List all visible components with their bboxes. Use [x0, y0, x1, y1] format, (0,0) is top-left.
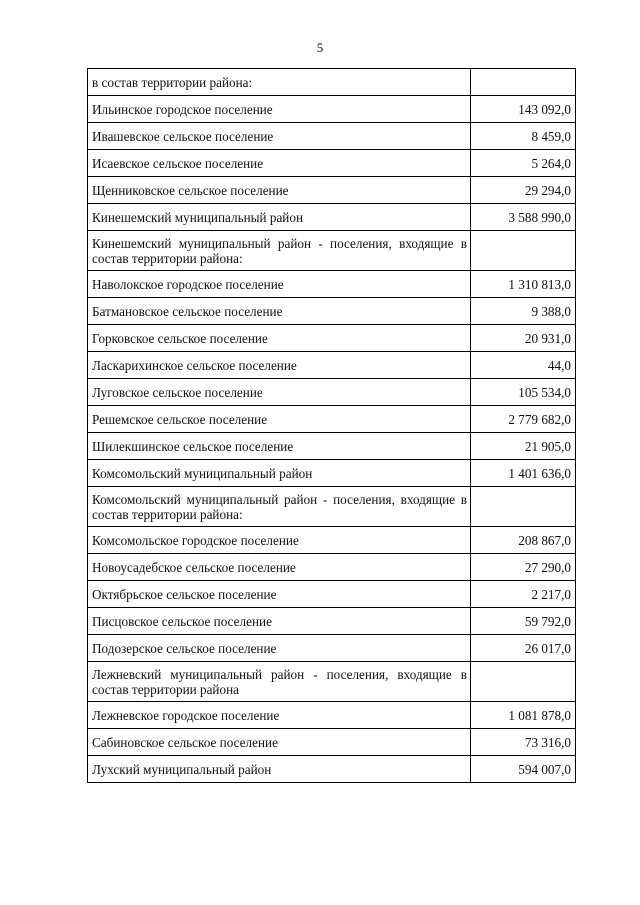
- table-row: [88, 298, 576, 325]
- table-row: [88, 729, 576, 756]
- row-name: Ивашевское сельское поселение: [88, 123, 471, 150]
- row-value: 9 388,0: [471, 298, 576, 325]
- table-row: [88, 406, 576, 433]
- row-name: Ласкарихинское сельское поселение: [88, 352, 471, 379]
- table-row: [88, 325, 576, 352]
- row-name: Октябрьское сельское поселение: [88, 581, 471, 608]
- row-name: Кинешемский муниципальный район: [88, 204, 471, 231]
- row-name: Подозерское сельское поселение: [88, 635, 471, 662]
- table-row: [88, 150, 576, 177]
- table-row: [88, 433, 576, 460]
- table-row: [88, 231, 576, 271]
- row-name: Лежневское городское поселение: [88, 702, 471, 729]
- row-value: 26 017,0: [471, 635, 576, 662]
- row-value: 20 931,0: [471, 325, 576, 352]
- row-value: 29 294,0: [471, 177, 576, 204]
- row-value: 143 092,0: [471, 96, 576, 123]
- table-row: [88, 69, 576, 96]
- row-name: Комсомольский муниципальный район - поселения, входящие в состав территории района:: [88, 487, 471, 527]
- row-value: 105 534,0: [471, 379, 576, 406]
- table-row: [88, 756, 576, 783]
- row-name: в состав территории района:: [88, 69, 471, 96]
- table-row: [88, 702, 576, 729]
- row-value: 208 867,0: [471, 527, 576, 554]
- row-value: [471, 662, 576, 702]
- row-name: Шилекшинское сельское поселение: [88, 433, 471, 460]
- table-row: [88, 379, 576, 406]
- row-value: 59 792,0: [471, 608, 576, 635]
- row-value: 5 264,0: [471, 150, 576, 177]
- table-row: [88, 662, 576, 702]
- row-name: Лежневский муниципальный район - поселения, входящие в состав территории района: [88, 662, 471, 702]
- row-value: 1 401 636,0: [471, 460, 576, 487]
- table-row: [88, 352, 576, 379]
- table-row: [88, 271, 576, 298]
- row-value: 3 588 990,0: [471, 204, 576, 231]
- row-name: Батмановское сельское поселение: [88, 298, 471, 325]
- table-row: [88, 527, 576, 554]
- row-name: Кинешемский муниципальный район - поселения, входящие в состав территории района:: [88, 231, 471, 271]
- row-name: Горковское сельское поселение: [88, 325, 471, 352]
- table-row: [88, 554, 576, 581]
- row-name: Лухский муниципальный район: [88, 756, 471, 783]
- table-row: [88, 204, 576, 231]
- table-row: [88, 123, 576, 150]
- row-name: Решемское сельское поселение: [88, 406, 471, 433]
- allocation-table: [87, 68, 576, 783]
- row-name: Наволокское городское поселение: [88, 271, 471, 298]
- page-number: 5: [316, 40, 324, 55]
- row-name: Комсомольское городское поселение: [88, 527, 471, 554]
- row-value: 8 459,0: [471, 123, 576, 150]
- row-name: Щенниковское сельское поселение: [88, 177, 471, 204]
- row-value: 1 081 878,0: [471, 702, 576, 729]
- row-name: Писцовское сельское поселение: [88, 608, 471, 635]
- table-row: [88, 487, 576, 527]
- table-row: [88, 608, 576, 635]
- row-name: Ильинское городское поселение: [88, 96, 471, 123]
- table-body: [88, 69, 576, 783]
- row-value: 1 310 813,0: [471, 271, 576, 298]
- row-value: 2 217,0: [471, 581, 576, 608]
- row-value: [471, 231, 576, 271]
- table-row: [88, 96, 576, 123]
- row-name: Исаевское сельское поселение: [88, 150, 471, 177]
- table-row: [88, 460, 576, 487]
- row-value: [471, 69, 576, 96]
- table-row: [88, 581, 576, 608]
- row-name: Сабиновское сельское поселение: [88, 729, 471, 756]
- row-name: Комсомольский муниципальный район: [88, 460, 471, 487]
- row-value: 73 316,0: [471, 729, 576, 756]
- row-value: 27 290,0: [471, 554, 576, 581]
- row-value: 594 007,0: [471, 756, 576, 783]
- row-value: 21 905,0: [471, 433, 576, 460]
- row-value: 44,0: [471, 352, 576, 379]
- row-name: Луговское сельское поселение: [88, 379, 471, 406]
- table-row: [88, 177, 576, 204]
- row-value: [471, 487, 576, 527]
- row-name: Новоусадебское сельское поселение: [88, 554, 471, 581]
- row-value: 2 779 682,0: [471, 406, 576, 433]
- table-row: [88, 635, 576, 662]
